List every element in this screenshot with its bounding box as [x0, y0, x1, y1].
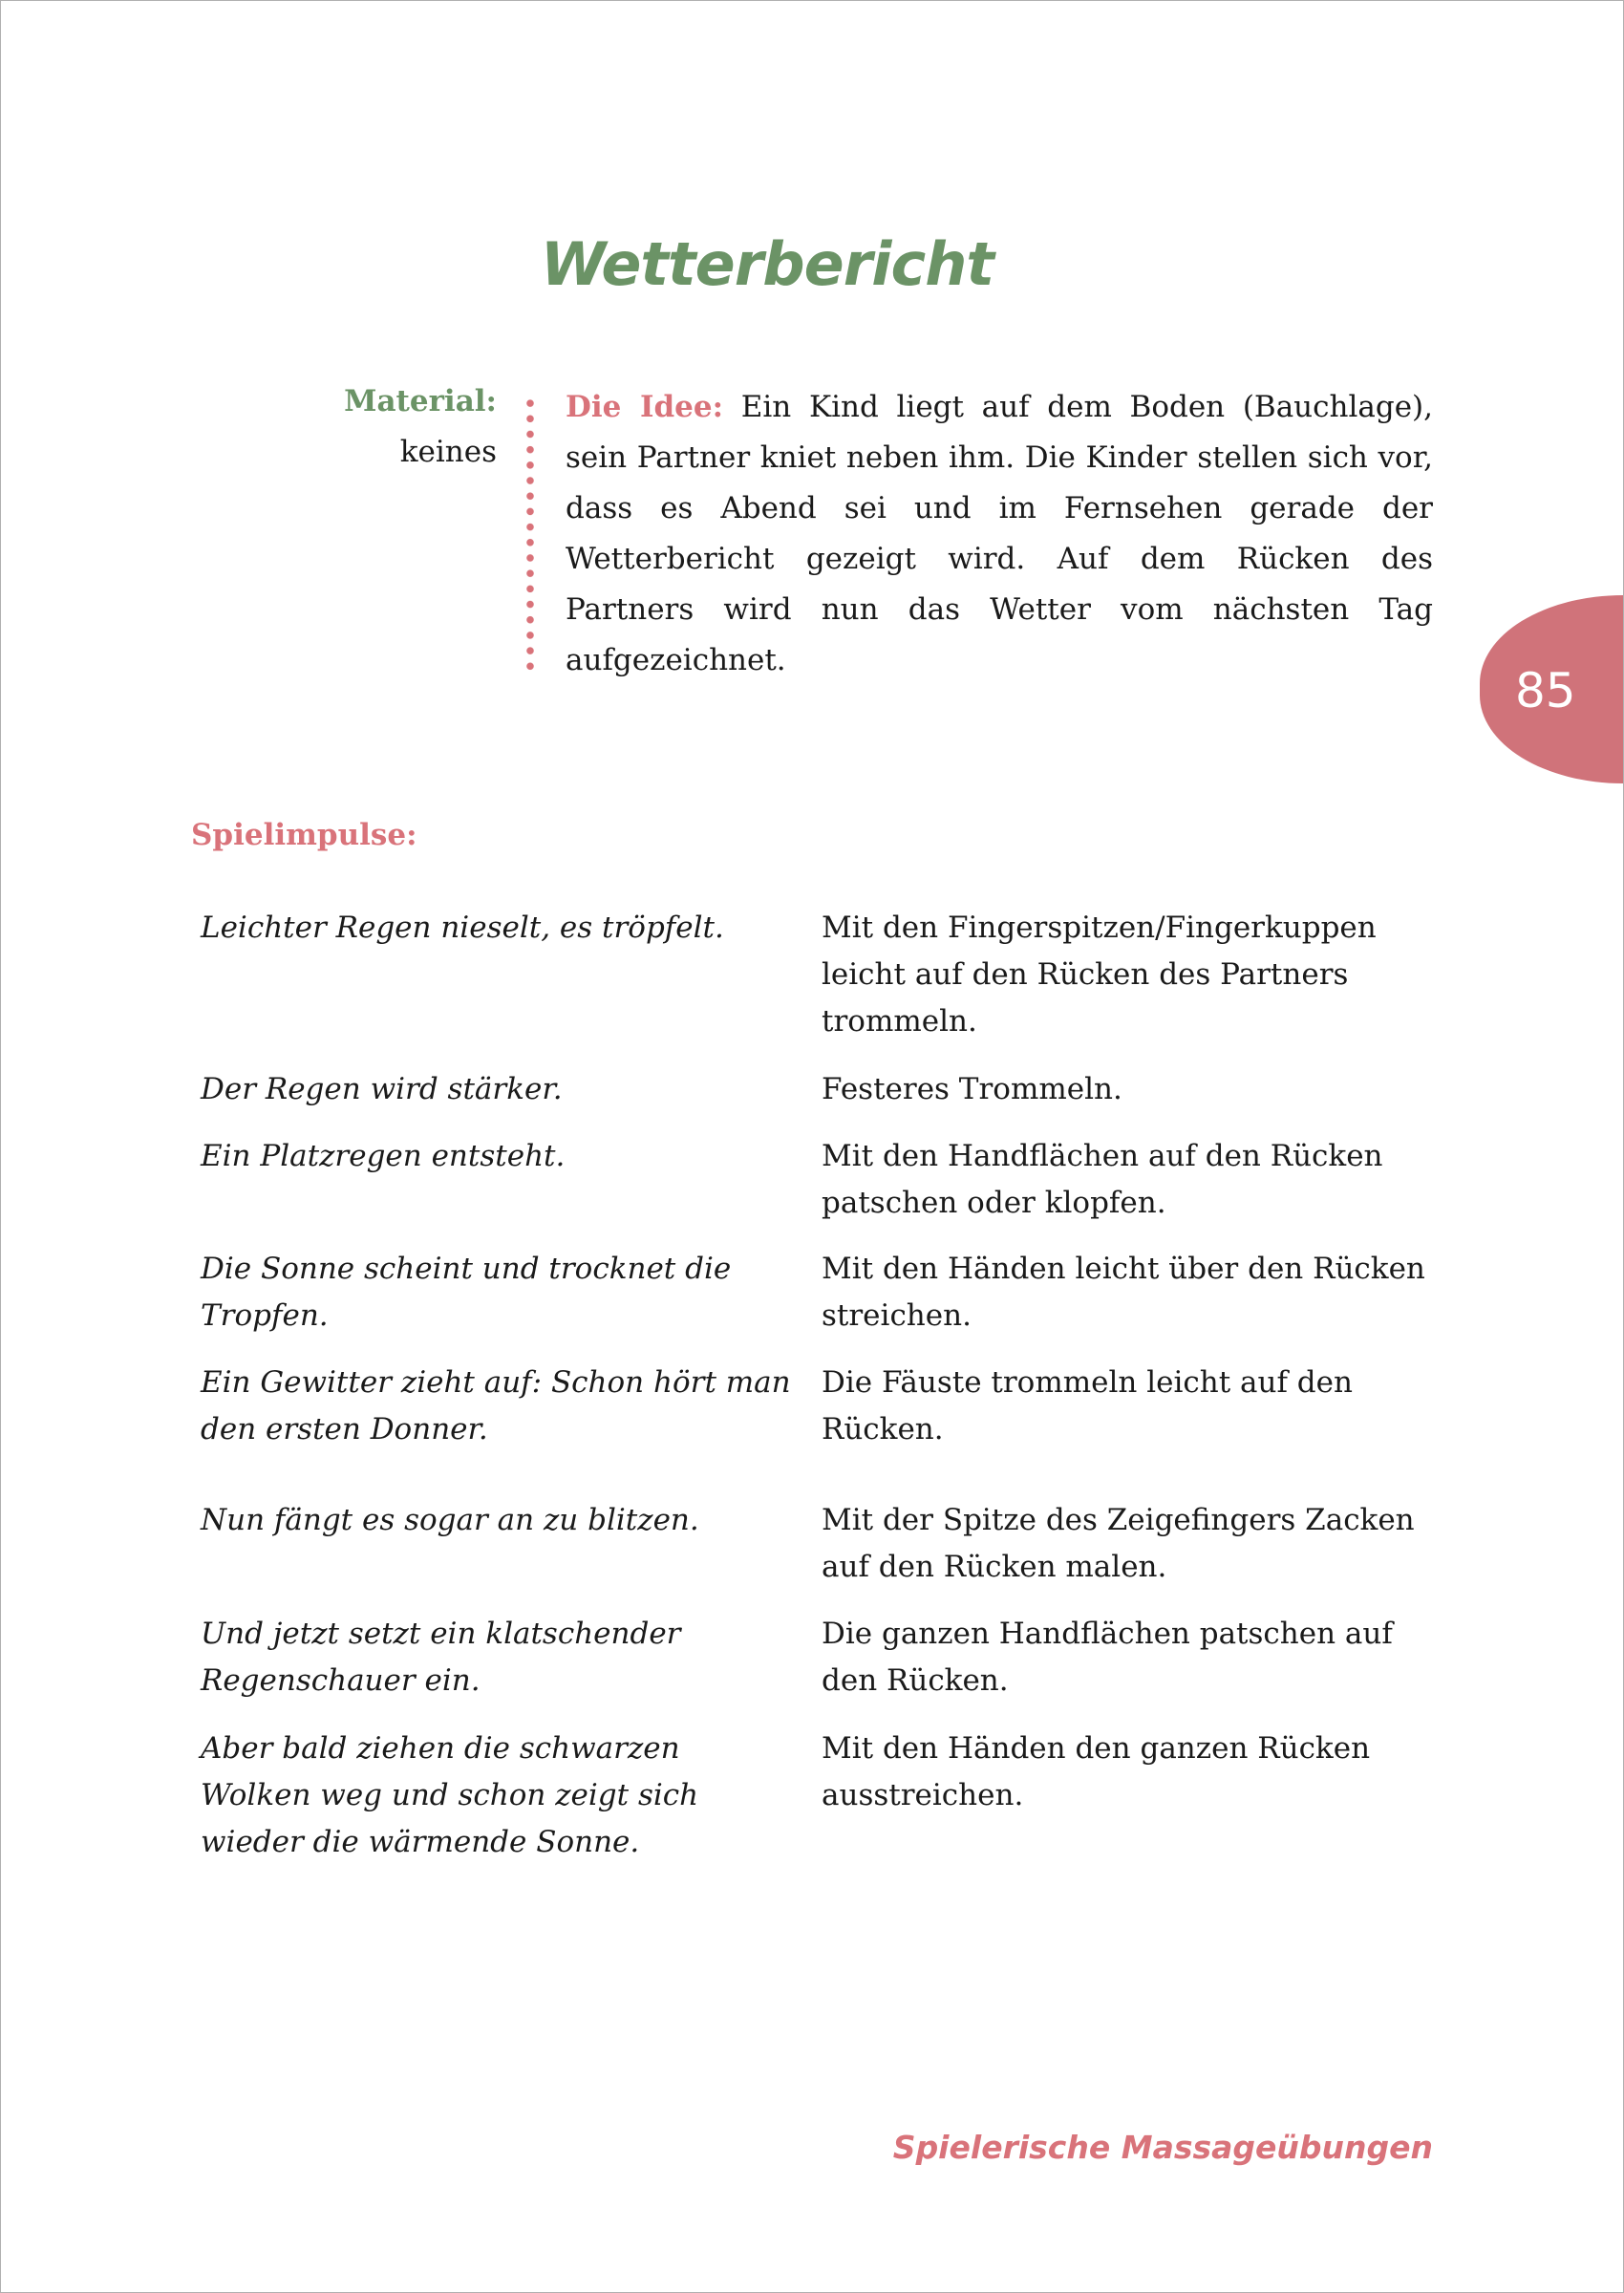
impulse-action: Mit den Fingerspitzen/Fingerkuppen leicht auf den Rücken des Partners trommeln. [822, 911, 1377, 1039]
running-footer: Spielerische Massageübungen [892, 2129, 1433, 2166]
impulse-action: Mit den Händen leicht über den Rücken streichen. [822, 1252, 1425, 1333]
impulse-cue: Der Regen wird stärker. [201, 1072, 563, 1106]
impulse-cue: Ein Gewitter zieht auf: Schon hört man den ersten Donner. [201, 1365, 791, 1447]
idea-text: Ein Kind liegt auf dem Boden (Bauchlage), sein Partner kniet neben ihm. Die Kinder stellen sich vor, dass es Abend sei und im Fernsehen gerade der Wetterbericht gezeigt wird. Auf dem Rücken des Partners wird nun das Wetter vom nächsten Tag aufgezeichnet. [566, 390, 1433, 677]
page-number: 85 [1515, 663, 1576, 718]
impulse-cue: Die Sonne scheint und trocknet die Tropfen. [201, 1252, 732, 1333]
impulse-cue: Ein Platzregen entsteht. [201, 1139, 566, 1173]
impulse-action: Die ganzen Handflächen patschen auf den Rücken. [822, 1617, 1393, 1698]
impulse-cue: Nun fängt es sogar an zu blitzen. [201, 1503, 699, 1537]
impulses-heading: Spielimpulse: [191, 818, 417, 852]
impulse-cue: Und jetzt setzt ein klatschender Regenschauer ein. [201, 1617, 681, 1698]
material-value: keines [399, 435, 497, 469]
material-label: Material: [344, 384, 497, 418]
impulse-action: Festeres Trommeln. [822, 1072, 1122, 1106]
impulse-action: Die Fäuste trommeln leicht auf den Rücken. [822, 1365, 1353, 1447]
dotted-divider [526, 396, 534, 675]
impulse-action: Mit der Spitze des Zeigefingers Zacken auf den Rücken malen. [822, 1503, 1415, 1584]
page-title: Wetterbericht [540, 229, 994, 299]
idea-label: Die Idee: [566, 390, 724, 424]
impulse-cue: Aber bald ziehen die schwarzen Wolken weg und schon zeigt sich wieder die wärmende Sonne. [201, 1731, 699, 1859]
idea-paragraph [566, 382, 1433, 686]
impulse-action: Mit den Handflächen auf den Rücken patschen oder klopfen. [822, 1139, 1383, 1220]
impulse-action: Mit den Händen den ganzen Rücken ausstreichen. [822, 1731, 1371, 1812]
impulse-cue: Leichter Regen nieselt, es tröpfelt. [201, 911, 724, 945]
